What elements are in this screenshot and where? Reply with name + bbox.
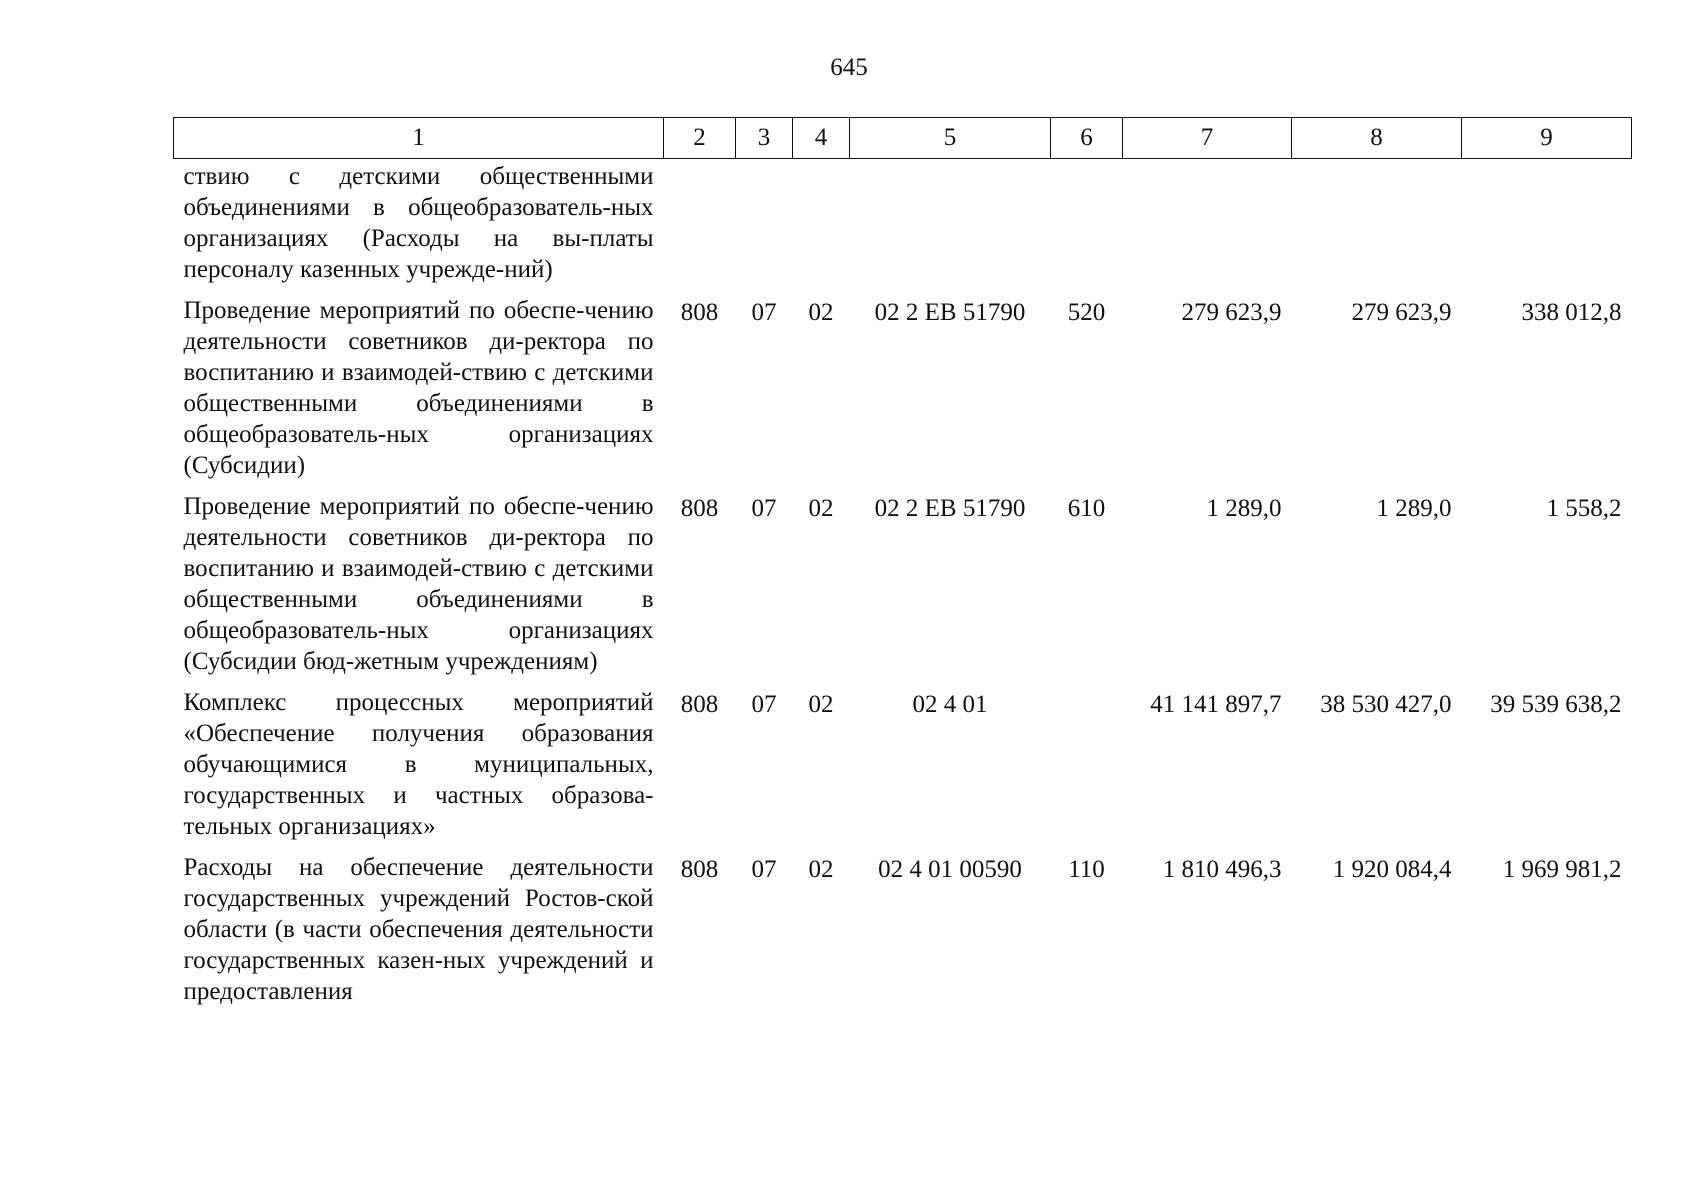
budget-table [173,117,1632,1017]
row-section: 07 [751,299,777,326]
row-expense-type: 520 [1067,299,1106,326]
row-expense-type [1051,687,1123,852]
row-amount-1: 1 810 496,3 [1162,856,1282,883]
row-section: 07 [751,495,777,522]
table-row [174,852,1632,1017]
row-section: 07 [751,856,777,883]
header-row [174,118,1632,159]
row-amount-3 [1462,159,1632,296]
table-row [174,491,1632,687]
row-description: Проведение мероприятий по обеспе-чению деятельности советников ди-ректора по воспитанию и взаимодей-ствию с детскими общественными объединениями в общеобразователь-ных организациях (Субсидии) [183,297,654,479]
row-amount-2 [1292,159,1462,296]
header-col-4: 4 [793,118,850,159]
row-description: ствию с детскими общественными объединениями в общеобразователь-ных организациях (Расходы на вы-платы персоналу казенных учрежде-ний) [183,163,654,283]
header-col-7: 7 [1123,118,1292,159]
table-body [174,159,1632,1018]
row-expense-type: 110 [1068,856,1105,883]
row-description: Комплекс процессных мероприятий «Обеспечение получения образования обучающимися в муниципальных, государственных и частных образова-тельных организациях» [183,689,654,840]
row-subsection: 02 [808,495,834,522]
row-amount-2: 38 530 427,0 [1320,691,1452,718]
row-subsection: 02 [808,299,834,326]
table-header [174,118,1632,159]
row-target-article: 02 2 EB 51790 [874,299,1026,326]
row-amount-1: 41 141 897,7 [1150,691,1282,718]
row-amount-2: 1 289,0 [1376,495,1452,522]
header-col-5: 5 [850,118,1051,159]
table-row [174,295,1632,491]
header-col-2: 2 [664,118,736,159]
row-ministry: 808 [680,856,719,883]
row-target-article: 02 2 EB 51790 [874,495,1026,522]
header-col-6: 6 [1051,118,1123,159]
row-amount-3: 1 558,2 [1546,495,1622,522]
row-amount-1 [1123,159,1292,296]
header-col-3: 3 [736,118,793,159]
row-amount-2: 1 920 084,4 [1332,856,1452,883]
header-col-9: 9 [1462,118,1632,159]
table-row [174,687,1632,852]
row-amount-1: 279 623,9 [1181,299,1282,326]
row-amount-3: 1 969 981,2 [1502,856,1622,883]
row-description: Расходы на обеспечение деятельности государственных учреждений Ростов-ской области (в части обеспечения деятельности государственных казен-ных учреждений и предоставления [183,854,654,1005]
row-ministry: 808 [680,495,719,522]
row-ministry: 808 [680,691,719,718]
row-subsection [793,159,850,296]
row-expense-type [1051,159,1123,296]
row-subsection: 02 [808,856,834,883]
row-subsection: 02 [808,691,834,718]
row-target-article [850,159,1051,296]
page-number: 645 [830,54,868,81]
row-expense-type: 610 [1067,495,1106,522]
table-row [174,159,1632,296]
row-section: 07 [751,691,777,718]
row-target-article: 02 4 01 00590 [878,856,1022,883]
row-amount-3: 338 012,8 [1521,299,1622,326]
row-amount-1: 1 289,0 [1206,495,1282,522]
row-amount-2: 279 623,9 [1351,299,1452,326]
row-section [736,159,793,296]
row-amount-3: 39 539 638,2 [1490,691,1622,718]
row-description: Проведение мероприятий по обеспе-чению деятельности советников ди-ректора по воспитанию и взаимодей-ствию с детскими общественными объединениями в общеобразователь-ных организациях (Субсидии бюд-жетным учреждениям) [183,493,654,675]
row-ministry: 808 [680,299,719,326]
row-ministry [664,159,736,296]
row-target-article: 02 4 01 [912,691,988,718]
header-col-8: 8 [1292,118,1462,159]
header-col-1: 1 [174,118,664,159]
